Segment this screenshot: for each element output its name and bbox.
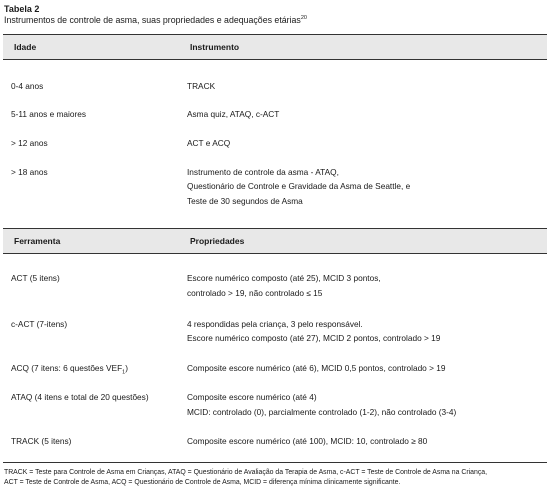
instrument-cell: Instrumento de controle da asma - ATAQ, <box>187 167 339 177</box>
footnote-line: ACT = Teste de Controle de Asma, ACQ = Questionário de Controle de Asma, MCID = diferença mínima clinicamente significante. <box>4 479 401 486</box>
header-instrumento: Instrumento <box>190 42 240 52</box>
section1-header <box>3 34 547 60</box>
header-idade: Idade <box>14 42 37 52</box>
subtitle-text: Instrumentos de controle de asma, suas propriedades e adequações etárias <box>4 15 301 25</box>
table-title: Tabela 2 <box>4 4 40 14</box>
property-cell: MCID: controlado (0), parcialmente controlado (1-2), não controlado (3-4) <box>187 407 457 417</box>
tool-cell: c-ACT (7-itens) <box>11 319 68 329</box>
header-ferramenta: Ferramenta <box>14 236 61 246</box>
tool-subscript: 1 <box>122 369 126 376</box>
instrument-cell: TRACK <box>187 81 216 91</box>
property-cell: Escore numérico composto (até 25), MCID 3 pontos, <box>187 273 381 283</box>
property-cell: Composite escore numérico (até 100), MCID: 10, controlado ≥ 80 <box>187 436 428 446</box>
instrument-cell: Questionário de Controle e Gravidade da Asma de Seattle, e <box>187 181 411 191</box>
tool-cell <box>11 362 128 374</box>
age-cell: > 18 anos <box>11 167 48 177</box>
tool-text: ACQ (7 itens: 6 questões VEF <box>11 363 123 373</box>
subtitle-reference: 20 <box>300 15 307 22</box>
age-cell: 0-4 anos <box>11 81 44 91</box>
footnote-line: TRACK = Teste para Controle de Asma em Crianças, ATAQ = Questionário de Avaliação da Terapia de Asma, c-ACT = Teste de Controle de Asma na Criança, <box>4 469 488 476</box>
property-cell: Composite escore numérico (até 4) <box>187 392 317 402</box>
age-cell: 5-11 anos e maiores <box>11 109 87 119</box>
table-bottom-rule <box>3 462 547 463</box>
table-subtitle <box>4 14 307 27</box>
section2-header <box>3 228 547 254</box>
table-footnote <box>4 468 549 488</box>
header-propriedades: Propriedades <box>190 236 245 246</box>
instrument-cell: Asma quiz, ATAQ, c-ACT <box>187 109 280 119</box>
property-cell: Composite escore numérico (até 6), MCID 0,5 pontos, controlado > 19 <box>187 363 446 373</box>
property-cell: controlado > 19, não controlado ≤ 15 <box>187 288 323 298</box>
property-cell: 4 respondidas pela criança, 3 pelo responsável. <box>187 319 363 329</box>
tool-text-end: ) <box>125 363 128 373</box>
instrument-cell: Teste de 30 segundos de Asma <box>187 196 303 206</box>
tool-cell: TRACK (5 itens) <box>11 436 72 446</box>
age-cell: > 12 anos <box>11 138 48 148</box>
tool-cell: ACT (5 itens) <box>11 273 60 283</box>
property-cell: Escore numérico composto (até 27), MCID 2 pontos, controlado > 19 <box>187 333 441 343</box>
instrument-cell: ACT e ACQ <box>187 138 231 148</box>
tool-cell: ATAQ (4 itens e total de 20 questões) <box>11 392 149 402</box>
